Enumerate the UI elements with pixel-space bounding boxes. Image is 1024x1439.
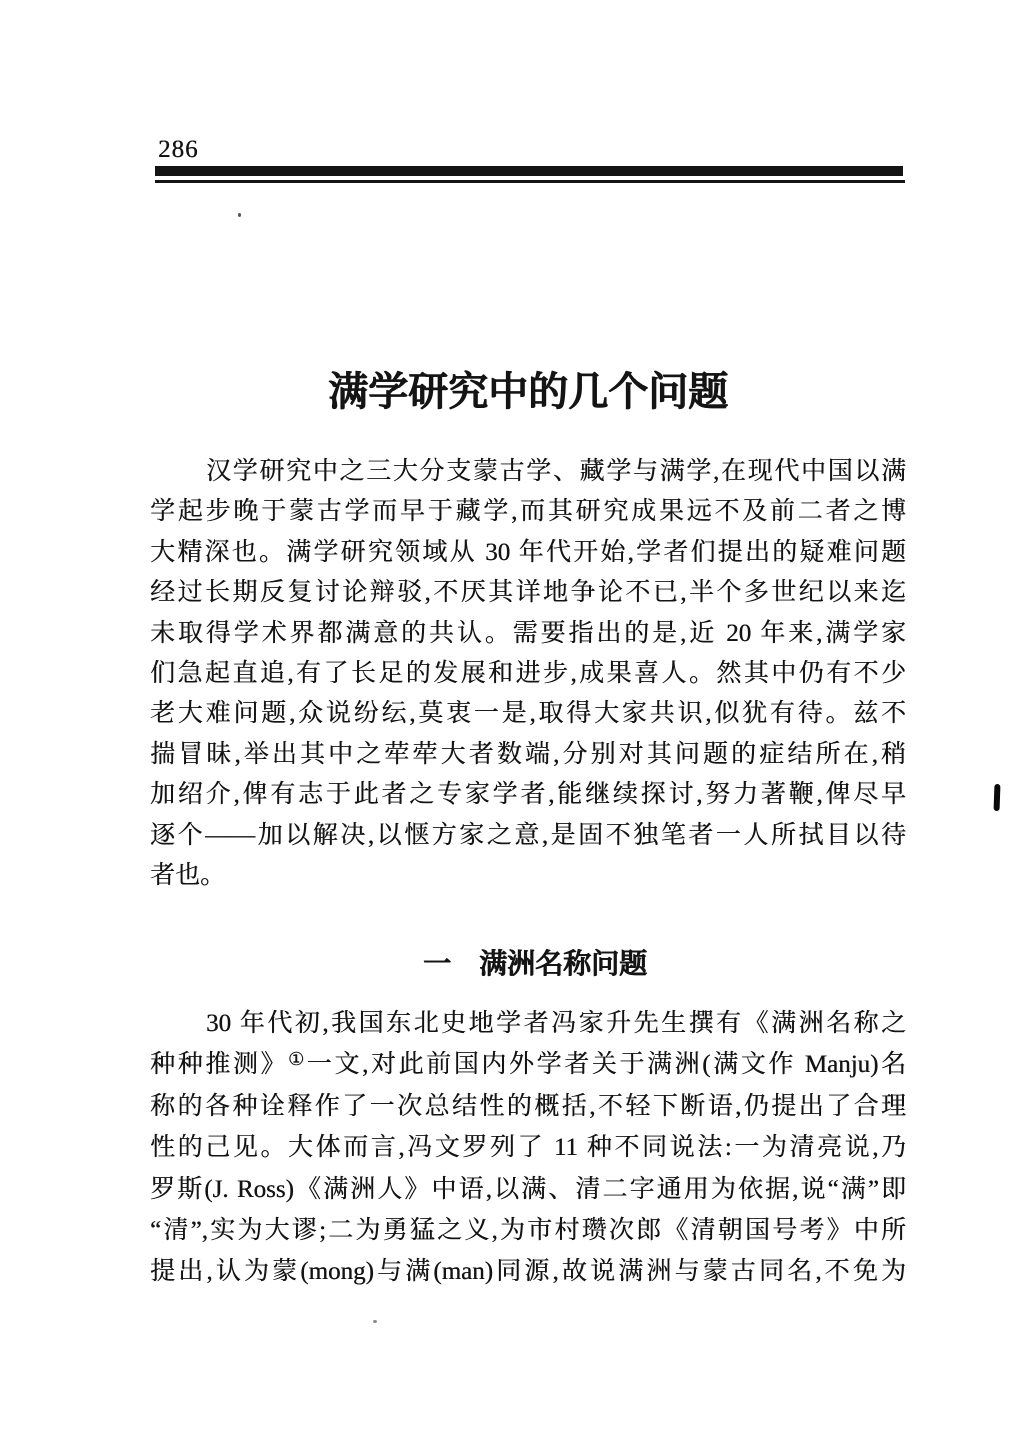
- text-line: 性的己见。大体而言,冯文罗列了 11 种不同说法:一为清亮说,乃: [150, 1134, 906, 1162]
- paragraph-intro: [150, 452, 906, 896]
- text-line: 种种推测》①一文,对此前国内外学者关于满洲(满文作 Manju)名: [150, 1049, 906, 1079]
- header-rule-thin: [155, 180, 905, 183]
- text-line: 学起步晚于蒙古学而早于藏学,而其研究成果远不及前二者之博: [150, 498, 906, 526]
- margin-ink-mark: [994, 784, 1001, 811]
- text-line: 加绍介,俾有志于此者之专家学者,能继续探讨,努力著鞭,俾尽早: [150, 781, 906, 809]
- section-title: 满洲名称问题: [479, 949, 648, 980]
- text-line: “清”,实为大谬;二为勇猛之义,为市村瓒次郎《清朝国号考》中所: [150, 1216, 906, 1244]
- text-line: 者也。: [150, 861, 226, 889]
- text-line: 老大难问题,众说纷纭,莫衷一是,取得大家共识,似犹有待。兹不: [150, 700, 906, 728]
- text-line: 提出,认为蒙(mong)与满(man)同源,故说满洲与蒙古同名,不免为: [150, 1258, 906, 1286]
- footnote-marker: ①: [288, 1049, 307, 1070]
- page-number: 286: [158, 136, 199, 163]
- text-line: 罗斯(J. Ross)《满洲人》中语,以满、清二字通用为依据,说“满”即: [150, 1175, 906, 1203]
- section-number: 一: [423, 949, 452, 980]
- scan-speck: [373, 1320, 377, 1323]
- article-title: 满学研究中的几个问题: [328, 369, 728, 414]
- header-rule-thick: [155, 166, 903, 176]
- text-line: 们急起直追,有了长足的发展和进步,成果喜人。然其中仍有不少: [150, 659, 906, 687]
- text-line: 称的各种诠释作了一次总结性的概括,不轻下断语,仍提出了合理: [150, 1092, 906, 1120]
- text-line: 揣冒昧,举出其中之荦荦大者数端,分别对其问题的症结所在,稍: [150, 740, 906, 768]
- text-line: 大精深也。满学研究领域从 30 年代开始,学者们提出的疑难问题: [150, 538, 906, 566]
- paragraph-section-one: [150, 1003, 906, 1293]
- text-line: 30 年代初,我国东北史地学者冯家升先生撰有《满洲名称之: [206, 1010, 906, 1037]
- scan-speck: [238, 213, 241, 217]
- section-heading: [423, 942, 647, 982]
- text-line: 逐个——加以解决,以惬方家之意,是固不独笔者一人所拭目以待: [150, 821, 906, 849]
- text-line: 未取得学术界都满意的共认。需要指出的是,近 20 年来,满学家: [150, 619, 906, 647]
- text-line: 汉学研究中之三大分支蒙古学、藏学与满学,在现代中国以满: [206, 458, 906, 485]
- text-line: 经过长期反复讨论辩驳,不厌其详地争论不已,半个多世纪以来迄: [150, 579, 906, 607]
